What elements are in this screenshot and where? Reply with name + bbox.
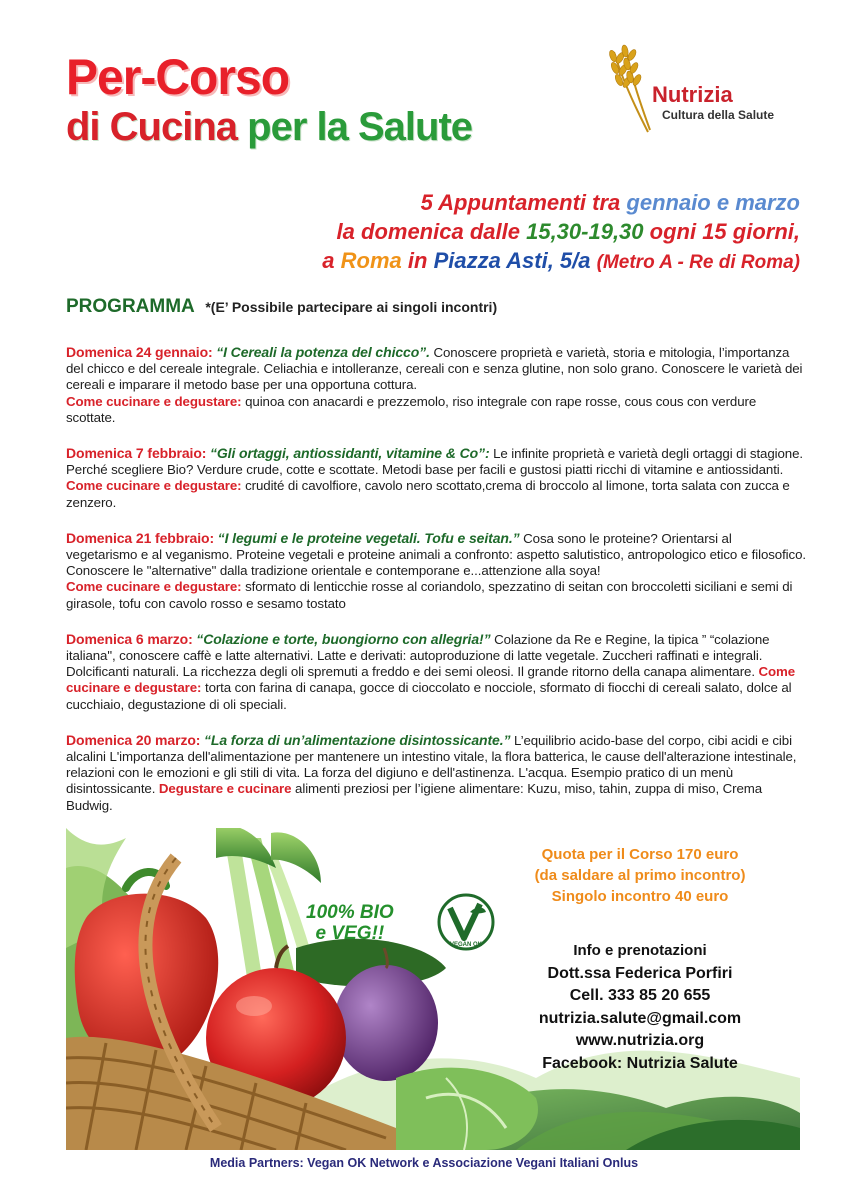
appointments-city: Roma xyxy=(340,248,402,273)
appointments-hours: 15,30-19,30 xyxy=(526,219,644,244)
logo-tagline: Cultura della Salute xyxy=(662,108,775,122)
event-date: Domenica 7 febbraio: xyxy=(66,445,207,462)
bio-line-1: 100% BIO xyxy=(306,902,394,923)
appointments-period: gennaio e marzo xyxy=(626,190,800,215)
vegan-ok-text: VEGAN OK xyxy=(449,942,483,948)
programma-heading xyxy=(66,296,497,318)
event-description: Colazione da Re e Regine, la tipica ” “colazione italiana", conoscere caffè e latte alternativi. Latte e derivati: autoproduzione di latte vegetale. Zuccheri raffinati e integrali. Dolcificanti naturali. La ricchezza degli oli spremuti a freddo e dei semi oleosi. Il grande ritorno della canapa alimentare. xyxy=(66,631,770,680)
nutrizia-logo xyxy=(600,42,810,142)
event-date: Domenica 24 gennaio: xyxy=(66,344,213,360)
bio-badge xyxy=(306,902,394,944)
contact-name: Dott.ssa Federica Porfiri xyxy=(547,964,733,982)
event-description: Cosa sono le proteine? Orientarsi al vegetarismo e al veganismo. Proteine vegetali e proteine animali a confronto: aspetto salutistico, antropologico etico e filosofico. Conoscere le "alternative" dalla tradizione orientale e contemporane e...attenzione alla soya! xyxy=(66,530,806,579)
event-date: Domenica 6 marzo: xyxy=(66,630,193,647)
appointments-line-2 xyxy=(322,217,800,246)
programma-label: PROGRAMMA xyxy=(66,296,195,317)
price-course: Quota per il Corso 170 euro xyxy=(541,846,739,863)
contact-email[interactable]: nutrizia.salute@gmail.com xyxy=(538,1009,742,1027)
event-item xyxy=(66,631,806,713)
event-cook: quinoa con anacardi e prezzemolo, riso integrale con rape rosse, cous cous con verdure scottate. xyxy=(66,393,757,425)
event-title: “I legumi e le proteine vegetali. Tofu e seitan.” xyxy=(217,529,520,546)
media-partners: Media Partners: Vegan OK Network e Associazione Vegani Italiani Onlus xyxy=(209,1156,639,1170)
price-info xyxy=(500,844,780,907)
price-single: Singolo incontro 40 euro xyxy=(551,888,729,905)
event-cook-label: Degustare e cucinare xyxy=(158,781,292,797)
event-item xyxy=(66,344,806,426)
appointments-line-3 xyxy=(322,246,800,277)
title-line-2b: per la Salute xyxy=(247,105,473,149)
event-date: Domenica 20 marzo: xyxy=(66,731,201,748)
appointments-frequency: ogni 15 giorni, xyxy=(649,219,800,244)
event-title: “La forza di un’alimentazione disintossicante.” xyxy=(203,731,511,748)
contact-heading: Info e prenotazioni xyxy=(573,942,707,959)
event-cook: sformato di lenticchie rosse al coriandolo, spezzatino di seitan con broccoletti siciliani e semi di girasole, tofu con cavolo rosso e sesamo tostato xyxy=(66,579,793,611)
event-cook: alimenti preziosi per l’igiene alimentare: Kuzu, miso, tahin, zuppa di miso, Crema Budwig. xyxy=(66,781,763,813)
event-item xyxy=(66,732,806,814)
event-description: Le infinite proprietà e varietà degli ortaggi di stagione. Perché scegliere Bio? Verdure crude, cotte e scottate. Metodi base per facili e gustosi piatti ricchi di vitamine e antiossidanti. xyxy=(66,446,803,478)
event-item xyxy=(66,445,806,511)
event-cook-label: Come cucinare e degustare: xyxy=(66,478,242,494)
contact-facebook[interactable]: Facebook: Nutrizia Salute xyxy=(542,1054,738,1072)
event-title: “Gli ortaggi, antiossidanti, vitamine & Co”: xyxy=(209,445,490,462)
appointments-a: a xyxy=(322,248,335,273)
appointments-line-1 xyxy=(322,188,800,217)
appointments-from: dalle xyxy=(469,219,520,244)
title-line-2 xyxy=(66,104,472,150)
programma-note: *(E’ Possibile partecipare ai singoli incontri) xyxy=(205,299,498,315)
contact-website[interactable]: www.nutrizia.org xyxy=(575,1032,705,1049)
title-line-2a: di Cucina xyxy=(66,105,238,149)
event-cook-label: Come cucinare e degustare: xyxy=(66,664,796,696)
event-title: “Colazione e torte, buongiorno con allegria!” xyxy=(196,630,491,647)
contact-info xyxy=(500,940,780,1075)
event-cook-label: Come cucinare e degustare: xyxy=(66,579,242,595)
event-cook: torta con farina di canapa, gocce di cioccolato e nocciole, sformato di fiocchi di cereali salato, dolce al cucchiaio, degustazione di oli speciali. xyxy=(66,680,792,712)
event-cook-label: Come cucinare e degustare: xyxy=(66,393,242,409)
event-title: “I Cereali la potenza del chicco”. xyxy=(216,344,430,360)
page-title xyxy=(66,49,473,150)
title-line-1: Per-Corso xyxy=(66,49,290,106)
appointments-info xyxy=(322,188,800,277)
bio-line-2: e VEG!! xyxy=(315,923,385,944)
event-description: L’equilibrio acido-base del corpo, cibi acidi e cibi alcalini L'importanza dell'alimentazione per mantenere un intestino vitale, la flora batterica, le cause dell'alterazione intestinale, relazioni con le emozioni e gli stili di vita. La forza del digiuno e dell'astinenza. L'acqua. Esempio pratico di un menù disintossicante. xyxy=(66,732,797,797)
appointments-day: la domenica xyxy=(336,219,464,244)
event-date: Domenica 21 febbraio: xyxy=(66,529,215,546)
price-payment-note: (da saldare al primo incontro) xyxy=(534,867,746,884)
appointments-address: Piazza Asti, 5/a xyxy=(433,248,591,273)
event-description: Conoscere proprietà e varietà, storia e mitologia, l’importanza del chicco e del cereale integrale. Celiachia e intolleranze, cereali con e senza glutine, non solo grano. Conoscere le varietà dei cereali e imparare il metodo base per una opportuna cottura. xyxy=(66,345,803,393)
events-list xyxy=(66,344,806,833)
appointments-count: 5 Appuntamenti tra xyxy=(420,190,621,215)
vegan-ok-icon xyxy=(436,892,496,952)
event-item xyxy=(66,530,806,612)
appointments-in: in xyxy=(407,248,428,273)
event-cook: crudité di cavolfiore, cavolo nero scottato,crema di broccolo al limone, torta salata con zucca e zenzero. xyxy=(66,478,790,510)
appointments-metro: (Metro A - Re di Roma) xyxy=(596,252,800,273)
vegan-ok-logo xyxy=(436,892,496,952)
contact-phone: Cell. 333 85 20 655 xyxy=(569,987,711,1004)
logo-name: Nutrizia xyxy=(652,82,733,107)
